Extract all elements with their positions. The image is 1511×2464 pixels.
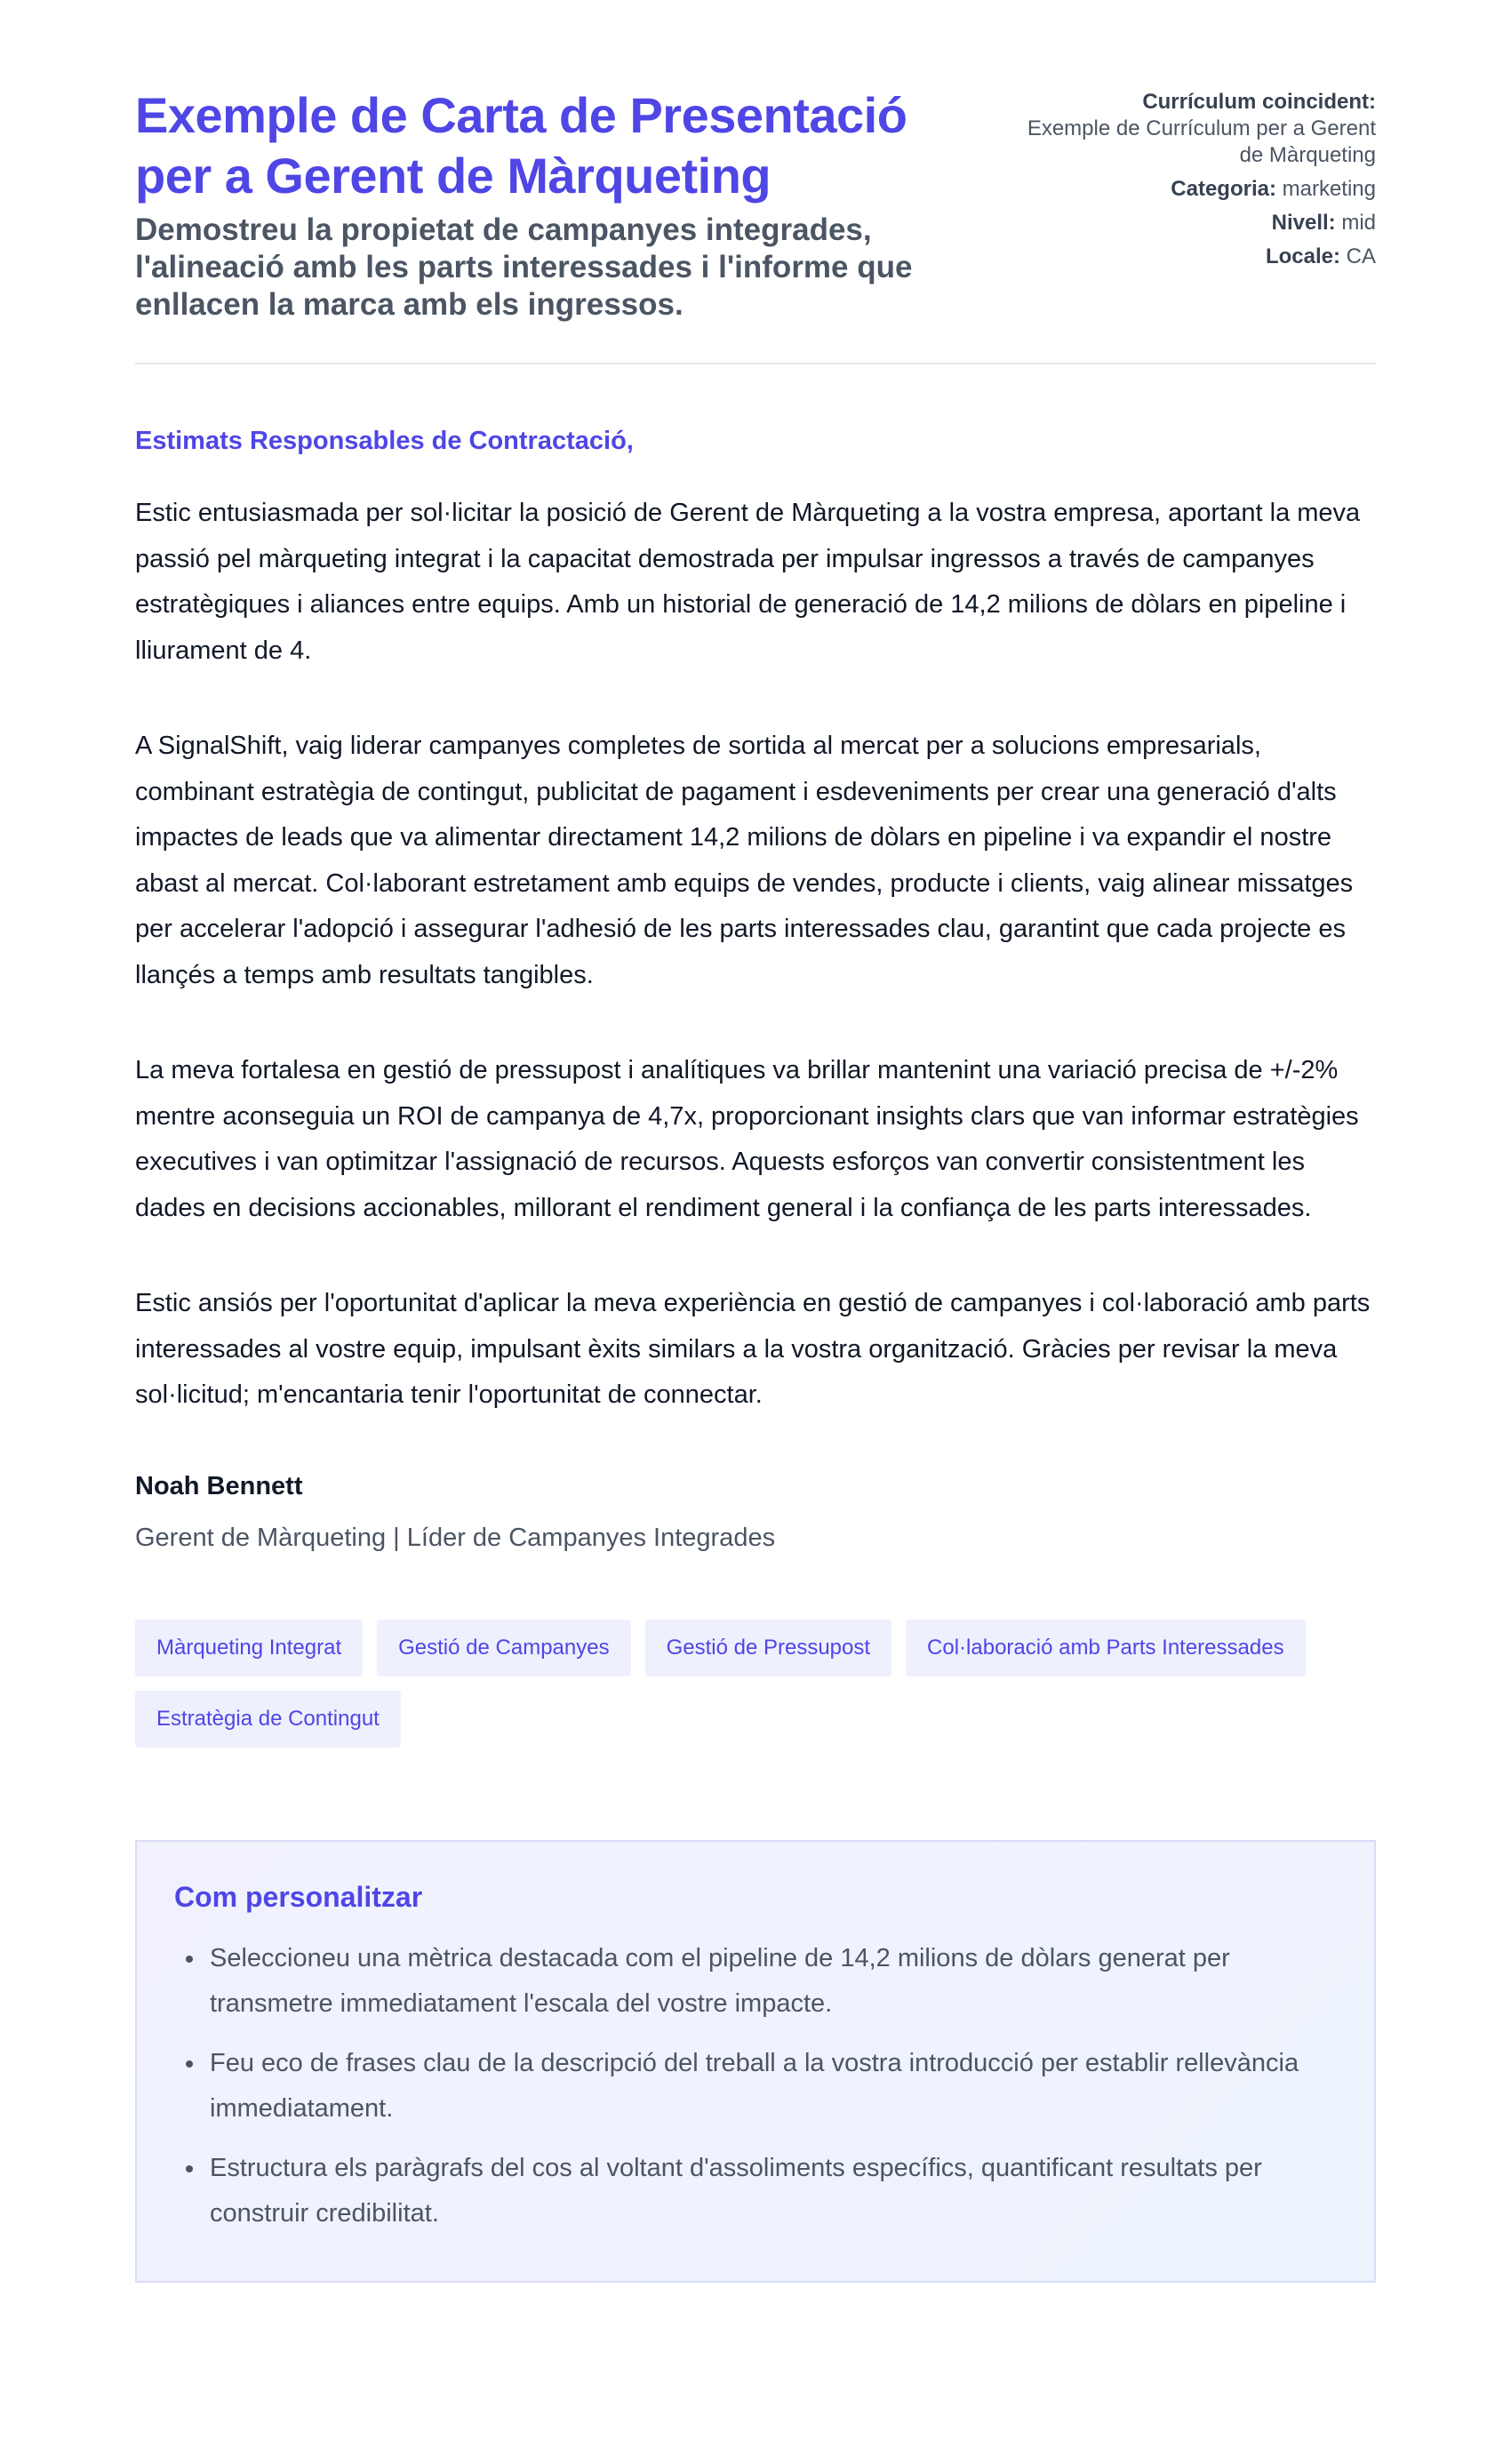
skill-tag: Estratègia de Contingut	[135, 1691, 401, 1748]
meta-category	[1020, 176, 1376, 203]
letter-paragraph-2: A SignalShift, vaig liderar campanyes completes de sortida al mercat per a solucions empresarials, combinant estratègia de contingut, publicitat de pagament i esdeveniments per crear una generació d'alts impactes de leads que va alimentar directament 14,2 milions de dòlars en pipeline i va expandir el nostre abast al mercat. Col·laborant estretament amb equips de vendes, producte i clients, vaig alinear missatges per accelerar l'adopció i assegurar l'adhesió de les parts interessades clau, garantint que cada projecte es llançés a temps amb resultats tangibles.	[135, 732, 1354, 989]
tips-title: Com personalitzar	[174, 1880, 423, 1913]
meta-resume-link[interactable]: Exemple de Currículum per a Gerent de Màrqueting	[1027, 116, 1376, 167]
signature-name: Noah Bennett	[135, 1471, 303, 1500]
meta-level	[1020, 210, 1376, 236]
meta-resume	[1020, 89, 1376, 169]
page-header	[135, 85, 1376, 364]
letter-paragraph-3: La meva fortalesa en gestió de pressupost i analítiques va brillar mantenint una variació precisa de +/-2% mentre aconseguia un ROI de campanya de 4,7x, proporcionant insights clars que van informar estratègies executives i van optimitzar l'assignació de recursos. Aquests esforços van convertir consistentment les dades en decisions accionables, millorant el rendiment general i la confiança de les parts interessades.	[135, 1056, 1359, 1222]
page-subtitle: Demostreu la propietat de campanyes integrades, l'alineació amb les parts interessades i l'informe que enllacen la marca amb els ingressos.	[135, 212, 913, 322]
skill-tag: Gestió de Campanyes	[377, 1620, 630, 1676]
tip-item: • Feu eco de frases clau de la descripció del treball a la vostra introducció per establir rellevància immediatament.	[206, 2041, 1339, 2132]
page-title: Exemple de Carta de Presentació per a Gerent de Màrqueting	[135, 87, 907, 204]
skill-tag: Col·laboració amb Parts Interessades	[906, 1620, 1306, 1676]
customization-tips-box	[135, 1840, 1376, 2283]
signature-title: Gerent de Màrqueting | Líder de Campanyes Integrades	[135, 1523, 776, 1552]
meta-category-label: Categoria:	[1171, 177, 1276, 201]
meta-locale-label: Locale:	[1265, 244, 1340, 268]
meta-resume-label: Currículum coincident:	[1142, 90, 1376, 114]
letter-paragraph-4: Estic ansiós per l'oportunitat d'aplicar la meva experiència en gestió de campanyes i col·laboració amb parts interessades al vostre equip, impulsant èxits similars a la vostra organització. Gràcies per revisar la meva sol·licitud; m'encantaria tenir l'oportunitat de connectar.	[135, 1289, 1371, 1409]
tips-list	[174, 1936, 1339, 2237]
skill-tag: Gestió de Pressupost	[645, 1620, 891, 1676]
meta-locale-value: CA	[1346, 244, 1376, 268]
tip-item: • Estructura els paràgrafs del cos al voltant d'assoliments específics, quantificant resultats per construir credibilitat.	[206, 2146, 1339, 2237]
meta-level-value: mid	[1341, 211, 1376, 235]
meta-locale	[1020, 244, 1376, 270]
letter-body	[135, 491, 1376, 1419]
letter-signature	[135, 1470, 1376, 1554]
letter-salutation: Estimats Responsables de Contractació,	[135, 427, 634, 455]
meta-panel	[1020, 85, 1376, 277]
meta-level-label: Nivell:	[1271, 211, 1336, 235]
skill-tag: Màrqueting Integrat	[135, 1620, 363, 1676]
tip-item: • Seleccioneu una mètrica destacada com el pipeline de 14,2 milions de dòlars generat per transmetre immediatament l'escala del vostre impacte.	[206, 1936, 1339, 2028]
meta-category-value: marketing	[1282, 177, 1376, 201]
skill-tags	[135, 1620, 1376, 1748]
letter-paragraph-1: Estic entusiasmada per sol·licitar la posició de Gerent de Màrqueting a la vostra empresa, aportant la meva passió pel màrqueting integrat i la capacitat demostrada per impulsar ingressos a través de campanyes estratègiques i aliances entre equips. Amb un historial de generació de 14,2 milions de dòlars en pipeline i lliurament de 4.	[135, 499, 1361, 665]
header-titles	[135, 85, 971, 324]
